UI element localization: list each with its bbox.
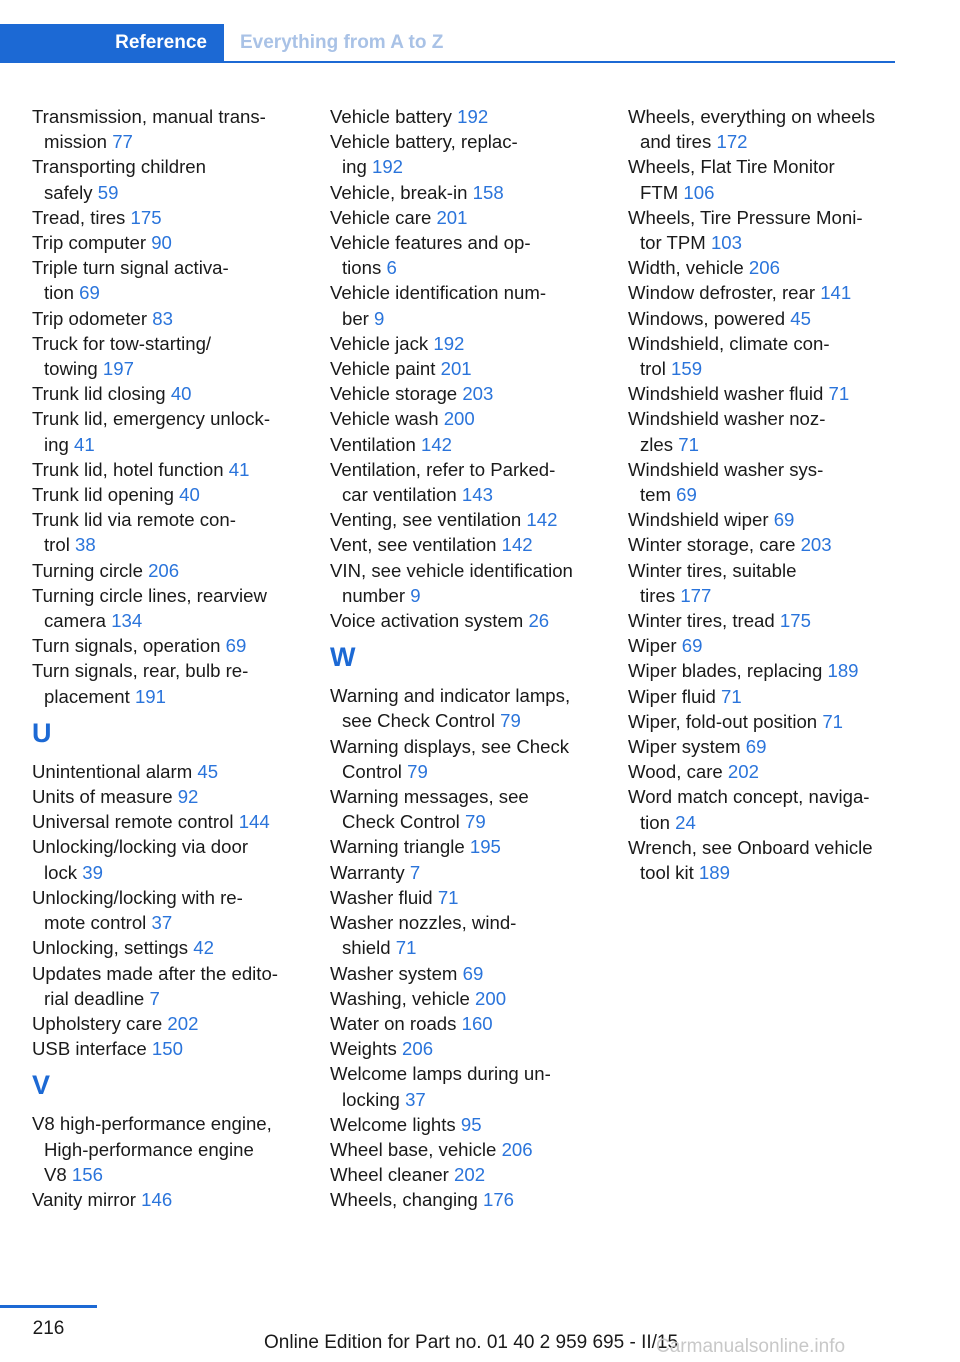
index-entry-text: Turning circle lines, rearview: [32, 584, 267, 606]
page-reference-link[interactable]: 90: [151, 232, 172, 254]
index-entry: [330, 961, 600, 986]
page-reference-link[interactable]: 202: [454, 1164, 486, 1186]
index-entry-text: Washer system: [330, 962, 458, 984]
index-entry-text: Water on roads: [330, 1012, 457, 1034]
index-entry: [628, 381, 898, 406]
index-entry-text: Upholstery care: [32, 1012, 163, 1034]
index-entry: [330, 356, 600, 381]
index-entry-text: Vehicle care: [330, 206, 432, 228]
page-reference-link[interactable]: 143: [461, 484, 493, 506]
page-reference-link[interactable]: 71: [437, 886, 459, 908]
index-entry-text: safely: [44, 181, 93, 203]
index-entry-text: Check Control: [342, 811, 460, 833]
index-entry: [330, 104, 600, 129]
index-entry-text: Windshield washer fluid: [628, 383, 824, 405]
page-reference-link[interactable]: 150: [151, 1038, 183, 1060]
page-reference-link[interactable]: 69: [745, 736, 767, 758]
page-reference-link[interactable]: 146: [141, 1188, 173, 1210]
index-entry-text: Unlocking/locking via door: [32, 836, 249, 858]
index-entry: [32, 1036, 302, 1061]
index-letter-heading: U: [32, 717, 52, 748]
index-entry: [32, 154, 302, 204]
index-entry: [32, 784, 302, 809]
index-entry-text: Turn signals, operation: [32, 635, 221, 657]
index-entry-text: Winter tires, suitable: [628, 559, 797, 581]
index-entry: [628, 658, 898, 683]
edition-note: Online Edition for Part no. 01 40 2 959 695 - II/15: [264, 1332, 679, 1353]
index-entry: [32, 809, 302, 834]
index-entry-text: Tread, tires: [32, 206, 126, 228]
index-entry-text: tem: [640, 484, 671, 506]
index-entry-text: lock: [44, 861, 78, 883]
page-reference-link[interactable]: 195: [469, 836, 501, 858]
index-column-3: [628, 104, 898, 885]
page-reference-link[interactable]: 79: [407, 760, 428, 782]
page-reference-link[interactable]: 69: [462, 962, 484, 984]
index-entry-text: Vehicle battery: [330, 106, 452, 127]
index-entry: [628, 759, 898, 784]
index-entry-text: Transporting children: [32, 156, 206, 178]
page-reference-link[interactable]: 202: [727, 761, 759, 783]
index-entry-text: tor TPM: [640, 232, 706, 254]
index-entry: [330, 381, 600, 406]
index-entry: [330, 860, 600, 885]
index-entry: [330, 1036, 600, 1061]
page-reference-link[interactable]: 175: [130, 206, 162, 228]
index-entry-text: Washer fluid: [330, 886, 433, 908]
index-entry-text: Units of measure: [32, 786, 173, 808]
index-entry: [330, 180, 600, 205]
index-entry: [628, 406, 898, 456]
index-entry-text: Wheels, everything on wheels: [628, 106, 876, 127]
index-entry: [32, 1011, 302, 1036]
page-reference-link[interactable]: 192: [457, 106, 489, 127]
index-entry-text: Wiper fluid: [628, 685, 716, 707]
page-reference-link[interactable]: 158: [472, 181, 504, 203]
page-reference-link[interactable]: 200: [475, 987, 507, 1009]
index-entry: [628, 457, 898, 507]
index-entry-text: Window defroster, rear: [628, 282, 816, 304]
page-reference-link[interactable]: 71: [678, 433, 699, 455]
page-reference-link[interactable]: 45: [197, 760, 219, 782]
page-reference-link[interactable]: 201: [440, 358, 472, 380]
index-entry-text: Weights: [330, 1038, 397, 1060]
index-entry: [330, 784, 600, 834]
index-entry-text: camera: [44, 610, 107, 632]
index-entry-text: USB interface: [32, 1038, 147, 1060]
index-entry-text: Truck for tow-starting/: [32, 332, 212, 354]
index-entry: [330, 230, 600, 280]
index-entry-text: Trunk lid opening: [32, 484, 174, 506]
index-entry: [330, 406, 600, 431]
page-reference-link[interactable]: 40: [170, 383, 192, 405]
index-entry-text: Windshield wiper: [628, 509, 769, 531]
index-entry-text: V8: [44, 1163, 67, 1185]
index-entry: [32, 331, 302, 381]
page-reference-link[interactable]: 192: [372, 156, 404, 178]
index-entry: [330, 910, 600, 960]
index-entry-text: Trunk lid, hotel function: [32, 458, 224, 480]
page-reference-link[interactable]: 26: [528, 610, 550, 632]
index-entry-text: Vehicle, break-in: [330, 181, 468, 203]
header-rule: [0, 61, 895, 63]
index-entry: [330, 205, 600, 230]
index-entry-text: rial deadline: [44, 987, 145, 1009]
index-entry: [330, 1061, 600, 1111]
page-reference-link[interactable]: 206: [148, 559, 180, 581]
index-entry: [628, 709, 898, 734]
page-reference-link[interactable]: 203: [800, 534, 832, 556]
index-entry: [628, 331, 898, 381]
index-entry-text: Welcome lamps during un-: [330, 1063, 551, 1085]
page-reference-link[interactable]: 7: [149, 987, 160, 1009]
index-entry-text: Vent, see ventilation: [330, 534, 497, 556]
index-entry: [330, 986, 600, 1011]
index-entry-text: Winter tires, tread: [628, 610, 775, 632]
index-entry: [628, 835, 898, 885]
page-reference-link[interactable]: 156: [71, 1163, 103, 1185]
index-entry: [32, 961, 302, 1011]
index-entry-text: Triple turn signal activa-: [32, 257, 229, 279]
page-reference-link[interactable]: 38: [75, 534, 96, 556]
index-entry-text: Washing, vehicle: [330, 987, 470, 1009]
index-entry: [628, 205, 898, 255]
index-entry-text: trol: [640, 358, 666, 380]
index-entry-text: Ventilation: [330, 433, 416, 455]
page-reference-link[interactable]: 69: [773, 509, 795, 531]
index-entry: [628, 255, 898, 280]
index-entry: [32, 935, 302, 960]
index-entry: [628, 306, 898, 331]
index-entry: [628, 532, 898, 557]
index-entry-text: tion: [640, 811, 670, 833]
page-reference-link[interactable]: 41: [74, 433, 95, 455]
index-entry-text: Warning displays, see Check: [330, 735, 570, 757]
index-entry-text: Wheel base, vehicle: [330, 1138, 497, 1160]
index-entry-text: Ventilation, refer to Parked-: [330, 458, 556, 480]
page-reference-link[interactable]: 42: [193, 937, 214, 959]
page-reference-link[interactable]: 79: [500, 710, 521, 732]
index-entry: [330, 1187, 600, 1212]
index-entry-text: FTM: [640, 181, 679, 203]
page-reference-link[interactable]: 134: [111, 610, 143, 632]
page-header: [0, 24, 895, 62]
index-entry: [628, 734, 898, 759]
index-entry: [330, 683, 600, 733]
page-reference-link[interactable]: 201: [436, 206, 468, 228]
watermark: Carmanualsonline.info: [656, 1336, 846, 1357]
page-reference-link[interactable]: 39: [82, 861, 103, 883]
index-entry-text: Vehicle features and op-: [330, 232, 531, 254]
index-entry-text: Welcome lights: [330, 1113, 456, 1135]
index-entry-text: Wrench, see Onboard vehicle: [628, 836, 873, 858]
index-entry-text: Warning messages, see: [330, 786, 529, 808]
index-entry-text: ber: [342, 307, 369, 329]
index-entry: [330, 331, 600, 356]
index-entry-text: mission: [44, 131, 108, 153]
page-reference-link[interactable]: 176: [482, 1189, 515, 1211]
page-reference-link[interactable]: 177: [680, 584, 712, 606]
page-reference-link[interactable]: 189: [698, 862, 730, 884]
index-entry-text: Trunk lid closing: [32, 383, 166, 405]
index-entry-text: Wheel cleaner: [330, 1164, 449, 1186]
index-column-2: [330, 104, 600, 1213]
index-entry-text: Washer nozzles, wind-: [330, 912, 517, 934]
index-entry-text: Vehicle identification num-: [330, 282, 547, 304]
index-entry-text: ing: [342, 156, 367, 178]
index-entry-text: Wiper system: [628, 736, 741, 758]
page-reference-link[interactable]: 69: [676, 484, 697, 506]
index-entry-text: Unlocking, settings: [32, 937, 189, 959]
index-entry-text: Turn signals, rear, bulb re-: [32, 660, 249, 682]
page-reference-link[interactable]: 9: [374, 307, 385, 329]
index-letter-heading: W: [330, 642, 356, 673]
index-entry-text: Winter storage, care: [628, 534, 796, 556]
index-entry-text: Turning circle: [32, 559, 143, 581]
page-reference-link[interactable]: 206: [402, 1038, 434, 1060]
index-entry-text: Vehicle battery, replac-: [330, 131, 518, 153]
index-entry-text: High-performance engine: [44, 1138, 254, 1160]
page-reference-link[interactable]: 106: [683, 181, 715, 203]
index-entry: [32, 230, 302, 255]
index-entry-text: shield: [342, 937, 391, 959]
index-entry-text: tool kit: [640, 862, 694, 884]
index-entry: [32, 104, 302, 154]
index-entry-text: zles: [640, 433, 674, 455]
index-entry-text: placement: [44, 685, 130, 707]
index-entry-text: and tires: [640, 131, 712, 153]
index-entry: [32, 205, 302, 230]
index-entry-text: Warning and indicator lamps,: [330, 685, 571, 707]
index-entry: [32, 507, 302, 557]
index-entry-text: Wiper, fold-out position: [628, 710, 818, 732]
page-reference-link[interactable]: 37: [405, 1088, 426, 1110]
page-reference-link[interactable]: 77: [112, 131, 133, 153]
index-entry: [330, 558, 600, 608]
page-reference-link[interactable]: 172: [716, 131, 748, 153]
section-tab: [0, 24, 224, 61]
index-entry: [330, 507, 600, 532]
index-entry-text: mote control: [44, 912, 147, 934]
index-entry: [32, 885, 302, 935]
index-entry: [628, 608, 898, 633]
index-entry-text: Vehicle storage: [330, 383, 458, 405]
section-label: Reference: [115, 31, 207, 53]
index-entry-text: ing: [44, 433, 69, 455]
page-reference-link[interactable]: 24: [675, 811, 696, 833]
index-entry-text: Warning triangle: [330, 836, 465, 858]
index-entry: [330, 734, 600, 784]
page-reference-link[interactable]: 197: [102, 358, 134, 380]
index-entry-text: Windshield washer noz-: [628, 408, 826, 430]
index-entry-text: tion: [44, 282, 74, 304]
index-entry: [32, 633, 302, 658]
index-entry-text: see Check Control: [342, 710, 495, 732]
index-entry: [330, 1137, 600, 1162]
index-column-1: [32, 104, 302, 1212]
page-reference-link[interactable]: 142: [501, 534, 533, 556]
page-reference-link[interactable]: 41: [228, 458, 250, 480]
page-reference-link[interactable]: 159: [671, 358, 703, 380]
page-reference-link[interactable]: 160: [461, 1012, 493, 1034]
page-number: 216: [32, 1318, 65, 1339]
page-reference-link[interactable]: 191: [134, 685, 166, 707]
page-reference-link[interactable]: 92: [177, 786, 199, 808]
index-entry: [32, 658, 302, 708]
page-reference-link[interactable]: 71: [828, 383, 850, 405]
index-entry-text: tires: [640, 584, 676, 606]
page-reference-link[interactable]: 69: [225, 635, 247, 657]
page-reference-link[interactable]: 40: [179, 484, 200, 506]
index-entry-text: Width, vehicle: [628, 257, 744, 279]
index-entry-text: VIN, see vehicle identification: [330, 559, 573, 581]
index-entry-text: Voice activation system: [330, 610, 524, 632]
index-entry-text: Wheels, Flat Tire Monitor: [628, 156, 835, 178]
page-reference-link[interactable]: 69: [681, 635, 703, 657]
index-entry-text: towing: [44, 358, 98, 380]
page-reference-link[interactable]: 142: [420, 433, 453, 455]
index-entry: [628, 558, 898, 608]
index-entry-text: Unintentional alarm: [32, 760, 193, 782]
page-reference-link[interactable]: 192: [433, 332, 465, 354]
page-reference-link[interactable]: 141: [820, 282, 852, 304]
page-reference-link[interactable]: 83: [152, 307, 173, 329]
page-reference-link[interactable]: 59: [97, 181, 119, 203]
page-reference-link[interactable]: 206: [748, 257, 780, 279]
page-reference-link[interactable]: 71: [395, 937, 417, 959]
index-entry: [32, 558, 302, 583]
page-reference-link[interactable]: 200: [443, 408, 475, 430]
index-entry: [32, 759, 302, 784]
index-entry: [32, 1111, 302, 1187]
index-entry: [330, 608, 600, 633]
index-entry-text: number: [342, 584, 406, 606]
index-entry-text: Wheels, changing: [330, 1189, 478, 1211]
index-entry: [628, 154, 898, 204]
index-entry: [32, 406, 302, 456]
page-reference-link[interactable]: 202: [167, 1012, 199, 1034]
index-entry: [330, 885, 600, 910]
index-entry-text: Trip computer: [32, 232, 147, 254]
index-entry: [32, 482, 302, 507]
index-entry-text: Trunk lid via remote con-: [32, 509, 236, 531]
index-entry-text: Control: [342, 760, 402, 782]
index-entry-text: trol: [44, 534, 70, 556]
page-reference-link[interactable]: 203: [462, 383, 494, 405]
page-reference-link[interactable]: 37: [151, 912, 173, 934]
page-reference-link[interactable]: 206: [501, 1138, 533, 1160]
page-reference-link[interactable]: 6: [386, 257, 397, 279]
page-reference-link[interactable]: 69: [79, 282, 100, 304]
index-entry-text: Wood, care: [628, 761, 723, 783]
index-entry: [628, 784, 898, 834]
page-reference-link[interactable]: 7: [409, 861, 421, 883]
index-entry-text: Wiper: [628, 635, 677, 657]
subtitle-tab: [224, 24, 443, 61]
footer-rule: [0, 1305, 97, 1308]
index-entry-text: Wiper blades, replacing: [628, 660, 823, 682]
page-reference-link[interactable]: 103: [710, 232, 742, 254]
index-entry-text: V8 high-performance engine,: [32, 1113, 272, 1135]
index-entry: [32, 306, 302, 331]
index-entry-text: Windshield washer sys-: [628, 458, 824, 480]
index-entry-text: Vehicle wash: [330, 408, 439, 430]
index-entry-text: Word match concept, naviga-: [628, 786, 870, 808]
index-entry-text: Windows, powered: [628, 307, 786, 329]
index-entry-text: Vanity mirror: [32, 1188, 136, 1210]
index-entry-text: locking: [342, 1088, 400, 1110]
page-reference-link[interactable]: 144: [238, 811, 270, 833]
index-entry-text: Wheels, Tire Pressure Moni-: [628, 206, 863, 228]
index-entry: [628, 633, 898, 658]
index-entry-text: Windshield, climate con-: [628, 332, 830, 354]
index-entry: [330, 457, 600, 507]
page-reference-link[interactable]: 45: [790, 307, 811, 329]
index-entry-text: Universal remote control: [32, 811, 234, 833]
index-entry-text: Unlocking/locking with re-: [32, 886, 243, 908]
subtitle-label: Everything from A to Z: [240, 31, 444, 53]
index-entry: [628, 280, 898, 305]
index-entry-text: Warranty: [330, 861, 405, 883]
index-entry-text: Vehicle paint: [330, 358, 436, 380]
index-entry-text: Updates made after the edito-: [32, 962, 278, 984]
index-entry: [330, 1162, 600, 1187]
index-entry: [32, 381, 302, 406]
index-entry: [330, 1112, 600, 1137]
index-entry-text: tions: [342, 257, 382, 279]
index-entry: [628, 104, 898, 154]
index-entry: [330, 129, 600, 179]
index-entry: [32, 834, 302, 884]
index-entry: [330, 532, 600, 557]
index-entry-text: Trip odometer: [32, 307, 148, 329]
index-entry-text: Vehicle jack: [330, 332, 429, 354]
index-letter-heading: V: [32, 1070, 51, 1101]
index-entry: [628, 507, 898, 532]
page-reference-link[interactable]: 142: [526, 509, 558, 531]
index-entry: [32, 1187, 302, 1212]
index-entry: [32, 457, 302, 482]
index-entry: [330, 1011, 600, 1036]
page-reference-link[interactable]: 189: [827, 660, 859, 682]
index-entry: [330, 280, 600, 330]
page-reference-link[interactable]: 79: [464, 811, 486, 833]
index-entry: [330, 834, 600, 859]
index-entry-text: Venting, see ventilation: [330, 509, 522, 531]
page-reference-link[interactable]: 71: [721, 685, 742, 707]
page-reference-link[interactable]: 95: [460, 1113, 482, 1135]
index-entry: [32, 255, 302, 305]
page-reference-link[interactable]: 9: [410, 584, 421, 606]
page-reference-link[interactable]: 71: [822, 710, 843, 732]
index-entry: [32, 583, 302, 633]
index-entry-text: Trunk lid, emergency unlock-: [32, 408, 271, 430]
index-entry: [330, 432, 600, 457]
page-reference-link[interactable]: 175: [779, 610, 811, 632]
index-entry-text: car ventilation: [342, 484, 457, 506]
index-entry: [628, 684, 898, 709]
index-entry-text: Transmission, manual trans-: [32, 106, 266, 127]
